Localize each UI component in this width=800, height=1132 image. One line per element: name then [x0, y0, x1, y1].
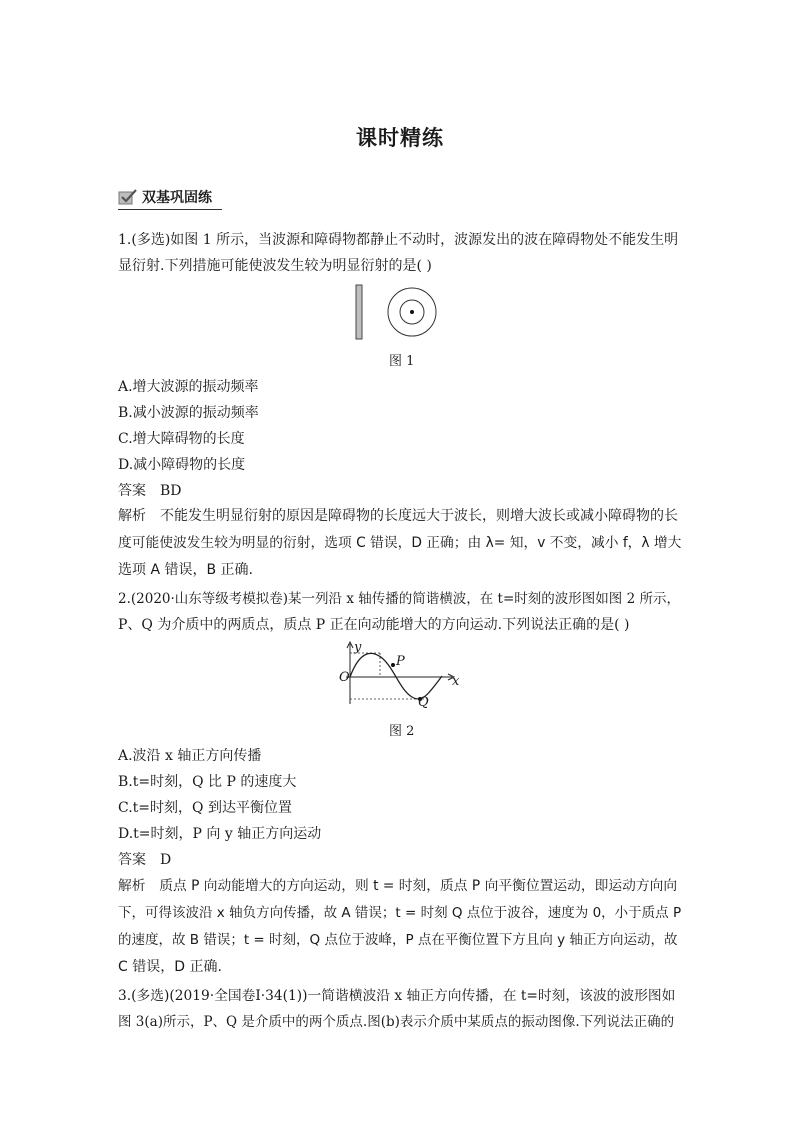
q3-stem-line-2: 图 3(a)所示，P、Q 是介质中的两个质点.图(b)表示介质中某质点的振动图像.下列说法正确的 [118, 1014, 675, 1030]
q2-analysis-line-2: 下，可得该波沿 x 轴负方向传播，故 A 错误；t = 时刻 Q 点位于波谷，速度为 0，小于质点 P [118, 905, 682, 921]
q2-option-d: D.t=时刻，P 向 y 轴正方向运动 [118, 826, 322, 842]
q2-analysis-line-3: 的速度，故 B 错误；t = 时刻，Q 点位于波峰，P 点在平衡位置下方且向 y 轴正方向运动，故 [118, 932, 678, 948]
figure-2-caption: 图 2 [389, 724, 415, 739]
q2-option-b: B.t=时刻，Q 比 P 的速度大 [118, 774, 297, 790]
section-underline [118, 209, 222, 210]
point-p-marker [391, 663, 395, 667]
q1-option-a: A.增大波源的振动频率 [118, 379, 259, 395]
fig2-label-y: y [354, 640, 362, 655]
q1-analysis-line-2: 度可能使波发生较为明显的衍射，选项 C 错误，D 正确；由 λ= 知，v 不变，减小 f，λ 增大 [118, 535, 682, 551]
q1-option-c: C.增大障碍物的长度 [118, 431, 245, 447]
q2-option-a: A.波沿 x 轴正方向传播 [118, 748, 262, 764]
obstacle-bar [356, 285, 362, 339]
page-title: 课时精练 [356, 126, 444, 150]
figure-1 [350, 282, 450, 342]
q1-analysis-line-1: 解析 不能发生明显衍射的原因是障碍物的长度远大于波长，则增大波长或减小障碍物的长 [118, 508, 678, 524]
q2-analysis-line-4: C 错误，D 正确. [118, 959, 222, 975]
fig2-label-q: Q [418, 695, 429, 710]
fig2-label-x: x [452, 674, 460, 689]
q1-answer: 答案 BD [118, 483, 182, 499]
q1-option-d: D.减小障碍物的长度 [118, 457, 246, 473]
q1-stem-line-1: 1.(多选)如图 1 所示，当波源和障碍物都静止不动时，波源发出的波在障碍物处不能发生明 [118, 232, 679, 248]
section-label: 双基巩固练 [142, 190, 212, 206]
q3-stem-line-1: 3.(多选)(2019·全国卷Ⅰ·34(1))一简谐横波沿 x 轴正方向传播，在 t=时刻，该波的波形图如 [118, 988, 676, 1004]
q2-analysis-line-1: 解析 质点 P 向动能增大的方向运动，则 t = 时刻，质点 P 向平衡位置运动，即运动方向向 [118, 878, 678, 894]
wave-source [410, 310, 414, 314]
checkbox-icon [118, 188, 138, 206]
q2-stem-line-1: 2.(2020·山东等级考模拟卷)某一列沿 x 轴传播的简谐横波，在 t=时刻的波形图如图 2 所示， [118, 591, 680, 607]
q1-option-b: B.减小波源的振动频率 [118, 405, 259, 421]
fig2-label-p: P [396, 654, 405, 669]
figure-1-caption: 图 1 [389, 354, 415, 369]
q2-option-c: C.t=时刻，Q 到达平衡位置 [118, 800, 292, 816]
q2-stem-line-2: P、Q 为介质中的两质点，质点 P 正在向动能增大的方向运动.下列说法正确的是( ) [118, 617, 630, 633]
q2-answer: 答案 D [118, 852, 172, 868]
fig2-label-o: O [339, 670, 350, 685]
q1-analysis-line-3: 选项 A 错误，B 正确. [118, 562, 253, 578]
q1-stem-line-2: 显衍射.下列措施可能使波发生较为明显衍射的是( ) [118, 258, 432, 274]
